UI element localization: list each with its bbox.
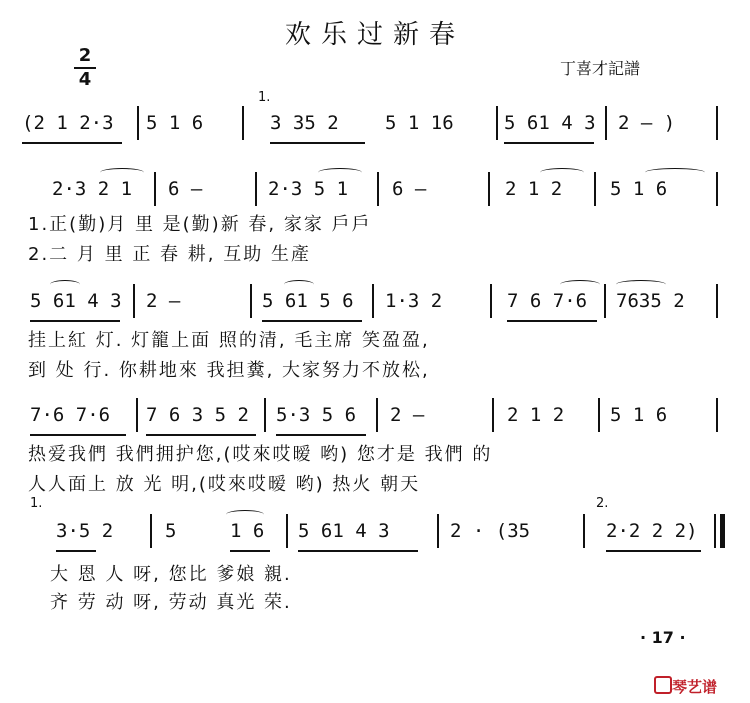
measure: 1·3 2	[385, 290, 443, 312]
bar-line	[594, 172, 596, 206]
underline	[146, 434, 256, 436]
song-title: 欢乐过新春	[284, 20, 465, 50]
slur	[540, 168, 584, 177]
underline	[30, 434, 126, 436]
bar-line	[490, 284, 492, 318]
lyric-line-1: 热爱我們 我們拥护您,(哎來哎暧 哟) 您才是 我們 的	[28, 444, 493, 465]
underline	[270, 142, 365, 144]
bar-line	[250, 284, 252, 318]
measure: 2 1 2	[505, 178, 563, 200]
underline	[56, 550, 96, 552]
score-row-5	[0, 496, 750, 550]
score-row-4	[0, 404, 750, 434]
transcriber-credit: 丁喜才記譜	[560, 59, 641, 78]
bar-line	[598, 398, 600, 432]
measure: 6 –	[168, 178, 203, 200]
bar-line	[714, 514, 716, 548]
bar-line	[376, 398, 378, 432]
bar-line	[488, 172, 490, 206]
final-bar-line	[720, 514, 725, 548]
slur	[284, 280, 314, 289]
time-signature	[74, 46, 96, 90]
bar-line	[372, 284, 374, 318]
bar-line	[255, 172, 257, 206]
measure: 7635 2	[616, 290, 685, 312]
underline	[276, 434, 366, 436]
measure: 5 1 6	[610, 178, 668, 200]
measure: 7·6 7·6	[30, 404, 111, 426]
time-signature-top: 2	[78, 45, 92, 66]
measure: 1 6	[230, 520, 265, 542]
underline	[507, 320, 597, 322]
measure: 5 1 6	[146, 112, 204, 134]
qinyipu-logo-icon	[654, 676, 672, 694]
measure: 2 –	[146, 290, 181, 312]
lyric-line-1: 1.正(勤)月 里 是(勤)新 春, 家家 戶戶	[28, 214, 372, 235]
measure: 2 –	[390, 404, 425, 426]
measure: 2 1 2	[507, 404, 565, 426]
bar-line	[137, 106, 139, 140]
lyric-line-1: 大 恩 人 呀, 您比 爹娘 親.	[50, 564, 292, 585]
measure: 5	[165, 520, 177, 542]
bar-line	[242, 106, 244, 140]
underline	[298, 550, 418, 552]
measure: 5 1 6	[610, 404, 668, 426]
bar-line	[716, 284, 718, 318]
slur	[616, 280, 666, 289]
underline	[22, 142, 122, 144]
slur	[100, 168, 144, 177]
measure: 5 61 4 3	[30, 290, 122, 312]
underline	[230, 550, 270, 552]
measure: 2·3 5 1	[268, 178, 349, 200]
slur	[226, 510, 264, 519]
measure: 2 · (35	[450, 520, 531, 542]
bar-line	[716, 398, 718, 432]
lyric-line-2: 齐 劳 动 呀, 劳动 真光 荣.	[50, 592, 292, 613]
bar-line	[286, 514, 288, 548]
volta-1: 1.	[30, 496, 43, 511]
bar-line	[496, 106, 498, 140]
watermark-logo-text: 琴艺谱	[672, 678, 718, 696]
score-row-2	[0, 178, 750, 208]
volta-1: 1.	[258, 90, 271, 105]
measure: 2·2 2 2)	[606, 520, 698, 542]
slur	[645, 168, 705, 177]
volta-2: 2.	[596, 496, 609, 511]
measure: 2 – )	[618, 112, 676, 134]
lyric-line-1: 挂上紅 灯. 灯籠上面 照的清, 毛主席 笑盈盈,	[28, 330, 430, 351]
slur	[318, 168, 362, 177]
time-signature-bottom: 4	[78, 69, 92, 90]
slur	[50, 280, 80, 289]
bar-line	[154, 172, 156, 206]
bar-line	[716, 172, 718, 206]
measure: 5 61 4 3	[298, 520, 390, 542]
measure: 2·3 2 1	[52, 178, 133, 200]
bar-line	[133, 284, 135, 318]
measure: 7 6 7·6	[507, 290, 588, 312]
lyric-line-2: 人人面上 放 光 明,(哎來哎暧 哟) 热火 朝天	[28, 474, 421, 495]
measure: 6 –	[392, 178, 427, 200]
underline	[504, 142, 594, 144]
bar-line	[492, 398, 494, 432]
measure: 5 1 16	[385, 112, 454, 134]
measure: 7 6 3 5 2	[146, 404, 249, 426]
bar-line	[264, 398, 266, 432]
bar-line	[377, 172, 379, 206]
underline	[262, 320, 362, 322]
lyric-line-2: 到 处 行. 你耕地來 我担糞, 大家努力不放松,	[28, 360, 430, 381]
score-row-1	[0, 90, 750, 142]
slur	[560, 280, 600, 289]
bar-line	[437, 514, 439, 548]
measure: 3 35 2	[270, 112, 339, 134]
measure: (2 1 2·3	[22, 112, 114, 134]
lyric-line-2: 2.二 月 里 正 春 耕, 互助 生產	[28, 244, 311, 265]
bar-line	[136, 398, 138, 432]
score-row-3	[0, 290, 750, 320]
bar-line	[604, 284, 606, 318]
bar-line	[583, 514, 585, 548]
measure: 5·3 5 6	[276, 404, 357, 426]
underline	[606, 550, 701, 552]
measure: 5 61 5 6	[262, 290, 354, 312]
page-number: · 17 ·	[640, 628, 686, 647]
bar-line	[605, 106, 607, 140]
underline	[30, 320, 120, 322]
measure: 5 61 4 3	[504, 112, 596, 134]
measure: 3·5 2	[56, 520, 114, 542]
bar-line	[150, 514, 152, 548]
bar-line	[716, 106, 718, 140]
